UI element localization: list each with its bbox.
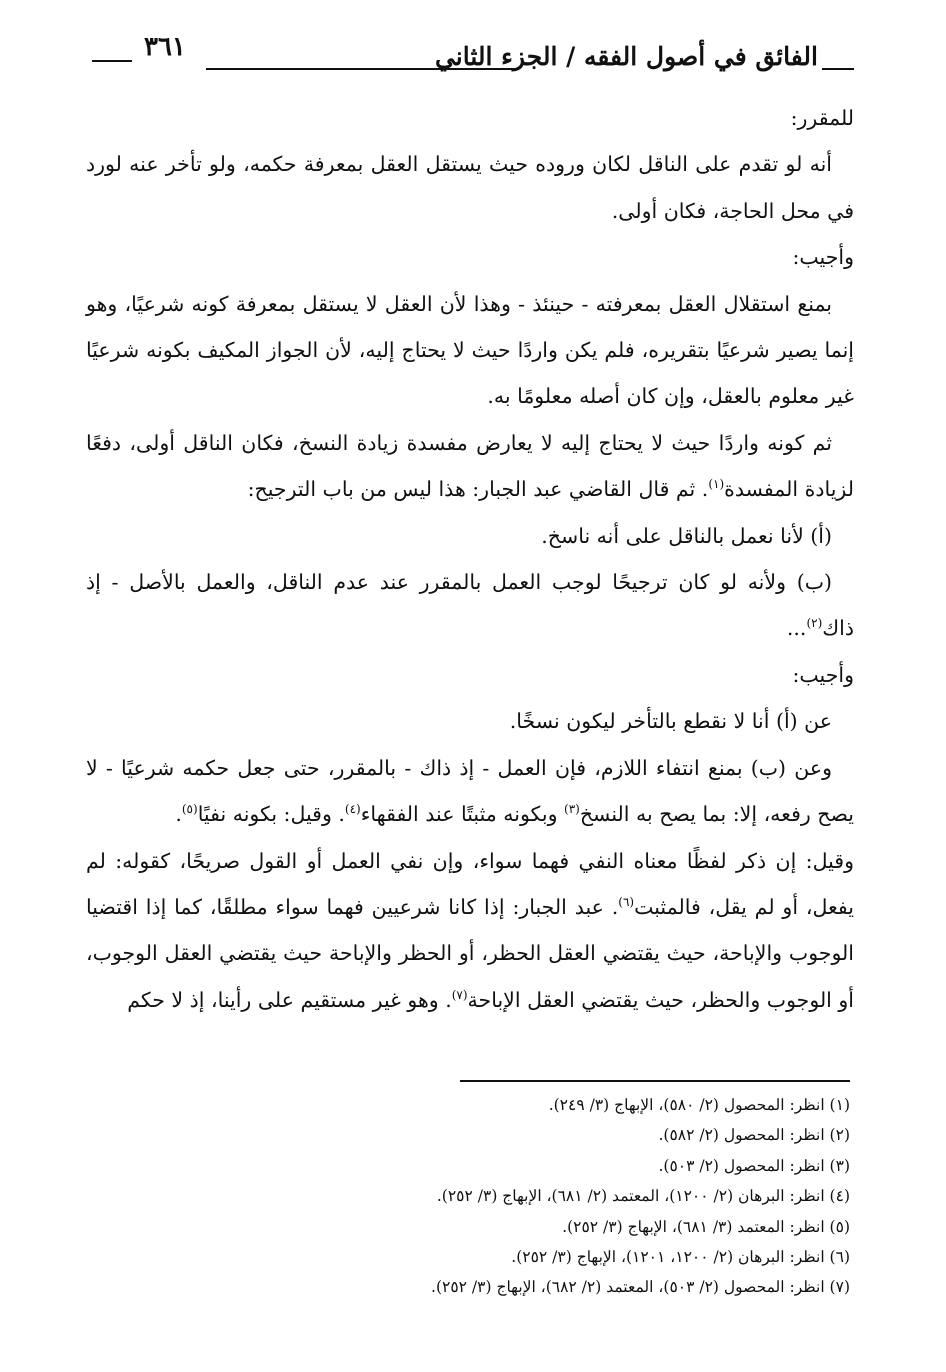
footnote-ref-3: (٣) (564, 802, 580, 817)
paragraph-argument: أنه لو تقدم على الناقل لكان وروده حيث يستقل العقل بمعرفة حكمه، ولو تأخر عنه لورد في محل الحاجة، فكان أولى. (86, 152, 854, 223)
paragraph-point-a: (أ) لأنا نعمل بالناقل على أنه ناسخ. (541, 523, 832, 548)
text-run: . وهو غير مستقيم على رأينا، إذ لا حكم (127, 987, 452, 1012)
footnotes (90, 1090, 850, 1303)
header-rule-right (822, 68, 854, 70)
footnote-ref-2: (٢) (806, 616, 823, 631)
text-run: . (175, 802, 182, 827)
text-run: وبكونه مثبتًا عند الفقهاء (360, 802, 564, 827)
text-run: . ثم قال القاضي عبد الجبار: هذا ليس من باب الترجيح: (247, 477, 709, 502)
footnote-5: (٥) انظر: المعتمد (٣/ ٦٨١)، الإبهاج (٣/ ٢٥٢). (562, 1217, 850, 1236)
header-rule-middle (206, 68, 514, 70)
text-run: (ب) ولأنه لو كان ترجيحًا لوجب العمل بالمقرر عند عدم الناقل، والعمل بالأصل - إذ ذاك (86, 570, 854, 641)
footnote-6: (٦) انظر: البرهان (٢/ ١٢٠٠، ١٢٠١)، الإبهاج (٣/ ٢٥٢). (511, 1248, 850, 1267)
text-run: ثم كونه واردًا حيث لا يحتاج إليه لا يعارض مفسدة زيادة النسخ، فكان الناقل أولى، دفعًا لزيادة المفسدة (86, 430, 854, 502)
paragraph-heading-reply: وأجيب: (792, 245, 854, 270)
footnote-separator (460, 1080, 850, 1082)
footnote-ref-4: (٤) (344, 802, 361, 817)
footnote-1: (١) انظر: المحصول (٢/ ٥٨٠)، الإبهاج (٣/ ٢٤٩). (548, 1096, 850, 1114)
paragraph-answer-b (86, 745, 854, 838)
footnote-2: (٢) انظر: المحصول (٢/ ٥٨٢). (658, 1126, 850, 1145)
running-header (0, 30, 946, 90)
paragraph-heading-muqarrir: للمقرر: (790, 106, 854, 130)
text-run: وعن (ب) بمنع انتفاء اللازم، فإن العمل - إذ ذاك - بالمقرر، حتى جعل حكمه شرعيًا - لا يصح رفعه، إلا: بما يصح به النسخ (86, 755, 854, 827)
book-title: الفائق في أصول الفقه / الجزء الثاني (434, 42, 818, 71)
paragraph-answer-a: عن (أ) أنا لا نقطع بالتأخر ليكون نسخًا. (509, 709, 832, 734)
page-number: ٣٦١ (144, 32, 186, 62)
paragraph-tarjih (86, 420, 854, 513)
body-text (86, 95, 854, 1023)
paragraph-point-b (86, 559, 854, 652)
footnote-ref-7: (٧) (451, 987, 468, 1002)
footnote-4: (٤) انظر: البرهان (٢/ ١٢٠٠)، المعتمد (٢/ ٦٨١)، الإبهاج (٣/ ٢٥٢). (436, 1187, 850, 1206)
paragraph-heading-reply-2: وأجيب: (792, 662, 854, 687)
footnote-3: (٣) انظر: المحصول (٢/ ٥٠٣). (658, 1156, 850, 1175)
text-run: . عبد الجبار: إذا كانا شرعيين فهما سواء مطلقًا، كما إذا اقتضيا الوجوب والإباحة، حيث يقتضي العقل الحظر، أو الحظر والإباحة حيث يقتضي العقل الوجوب، أو الوجوب والحظر، حيث يقتضي العقل الإباحة (86, 894, 854, 1012)
footnote-ref-5: (٥) (181, 802, 198, 817)
footnote-ref-6: (٦) (618, 895, 635, 910)
paragraph-qila (86, 838, 854, 1024)
text-run: وقيل: إن ذكر لفظًا معناه النفي فهما سواء، وإن نفي العمل أو القول صريحًا، كقوله: لم يفعل، أو لم يقل، فالمثبت (86, 848, 854, 919)
header-rule-left (92, 60, 132, 62)
footnote-7: (٧) انظر: المحصول (٢/ ٥٠٣)، المعتمد (٢/ ٦٨٢)، الإبهاج (٣/ ٢٥٢). (431, 1278, 850, 1297)
text-run: . وقيل: بكونه نفيًا (197, 802, 345, 827)
footnote-ref-1: (١) (708, 477, 725, 492)
paragraph-reply: بمنع استقلال العقل بمعرفته - حينئذ - وهذا لأن العقل لا يستقل بمعرفة كونه شرعيًا، وهو إنما يصير شرعيًا بتقريره، فلم يكن واردًا حيث لا يحتاج إليه، لأن الجواز المكيف بكونه شرعيًا غير معلوم بالعقل، وإن كان أصله معلومًا به. (86, 291, 854, 409)
text-run: ... (786, 616, 807, 641)
